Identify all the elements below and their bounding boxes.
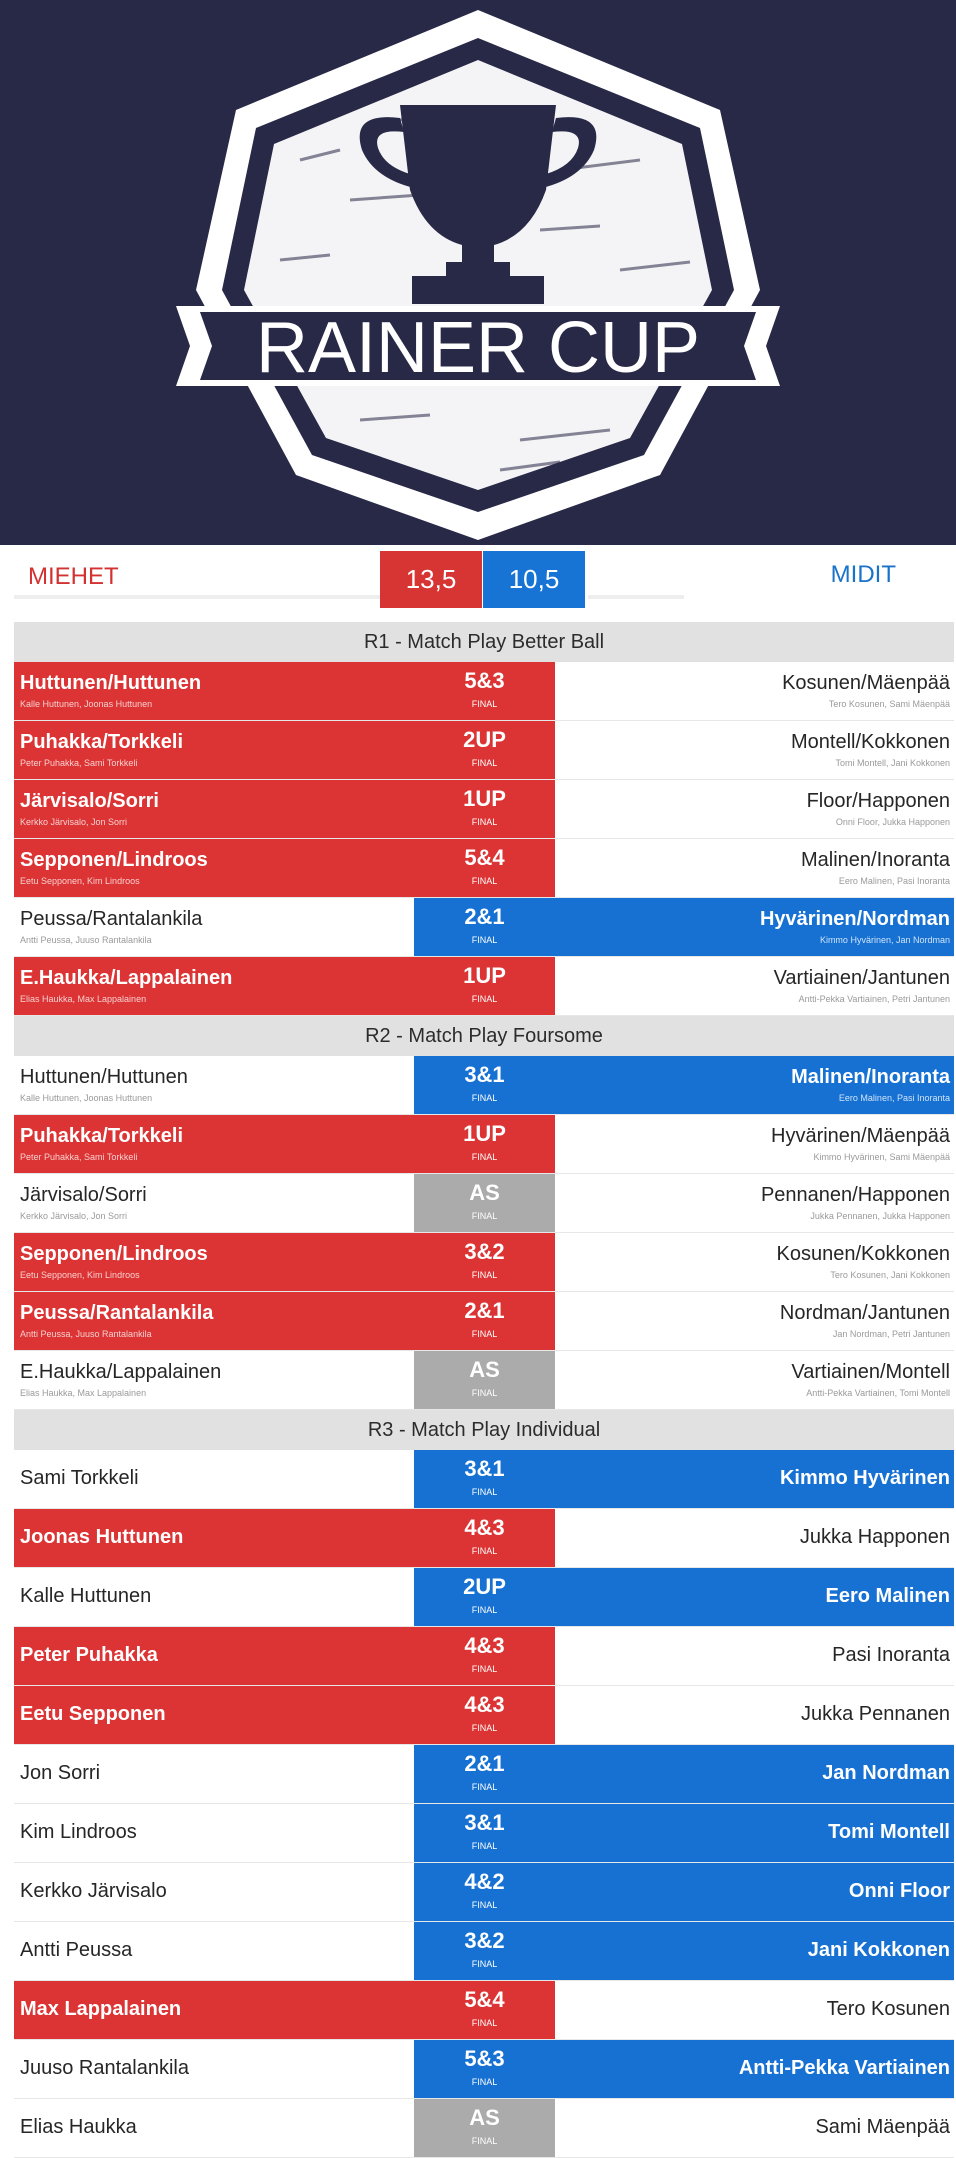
team-right-name: Montell/Kokkonen: [791, 731, 950, 753]
match-result: 1UP: [463, 963, 506, 988]
match-status: FINAL: [471, 1841, 498, 1851]
match-row[interactable]: [14, 1863, 954, 1922]
match-status: FINAL: [471, 1211, 498, 1221]
match-row[interactable]: [14, 1056, 954, 1115]
match-row[interactable]: [14, 1233, 954, 1292]
score-divider-right: [588, 595, 684, 599]
team-left-name: E.Haukka/Lappalainen: [20, 967, 233, 989]
match-row[interactable]: [14, 2040, 954, 2099]
match-row[interactable]: [14, 1351, 954, 1410]
match-status: FINAL: [471, 1900, 498, 1910]
match-status: FINAL: [471, 2018, 498, 2028]
match-row[interactable]: [14, 780, 954, 839]
team-left-name: Huttunen/Huttunen: [20, 1066, 188, 1088]
match-status: FINAL: [471, 994, 498, 1004]
match-row[interactable]: [14, 1509, 954, 1568]
team-right-name: Hyvärinen/Mäenpää: [771, 1125, 950, 1147]
team-right-name: Tero Kosunen: [826, 1998, 950, 2020]
match-status: FINAL: [471, 876, 498, 886]
match-status: FINAL: [471, 1959, 498, 1969]
match-row[interactable]: [14, 2099, 954, 2158]
team-right-players: Jukka Pennanen, Jukka Happonen: [810, 1211, 950, 1221]
team-left-name: Kerkko Järvisalo: [20, 1880, 167, 1902]
team-left-name: Järvisalo/Sorri: [20, 790, 159, 812]
match-row[interactable]: [14, 1115, 954, 1174]
team-left-players: Kerkko Järvisalo, Jon Sorri: [20, 817, 128, 827]
team-right-players: Kimmo Hyvärinen, Sami Mäenpää: [813, 1152, 950, 1162]
match-result: 3&1: [464, 1062, 505, 1087]
match-status: FINAL: [471, 1270, 498, 1280]
team-left-name: E.Haukka/Lappalainen: [20, 1361, 222, 1383]
team-left-name: Kalle Huttunen: [20, 1585, 152, 1607]
team-right-name: Malinen/Inoranta: [791, 1066, 950, 1088]
team-left-players: Elias Haukka, Max Lappalainen: [20, 1388, 147, 1398]
team-right-name: Vartiainen/Jantunen: [773, 967, 950, 989]
team-right-name: Antti-Pekka Vartiainen: [738, 2057, 950, 2079]
team-left-name: Järvisalo/Sorri: [20, 1184, 147, 1206]
match-status: FINAL: [471, 935, 498, 945]
team-right-players: Eero Malinen, Pasi Inoranta: [838, 1093, 950, 1103]
team-right-players: Tomi Montell, Jani Kokkonen: [835, 758, 950, 768]
match-result: AS: [469, 1357, 500, 1382]
team-right-players: Onni Floor, Jukka Happonen: [835, 817, 950, 827]
team-left-players: Eetu Sepponen, Kim Lindroos: [20, 876, 140, 886]
round-header: R1 - Match Play Better Ball: [14, 622, 954, 662]
match-status: FINAL: [471, 817, 498, 827]
team-left-players: Peter Puhakka, Sami Torkkeli: [20, 1152, 138, 1162]
match-status: FINAL: [471, 1093, 498, 1103]
match-result: 3&1: [464, 1456, 505, 1481]
match-row[interactable]: [14, 1804, 954, 1863]
team-right-name: Onni Floor: [848, 1880, 950, 1902]
match-status: FINAL: [471, 758, 498, 768]
match-status: FINAL: [471, 2077, 498, 2087]
team-left-name: Peter Puhakka: [20, 1644, 158, 1666]
match-result: AS: [469, 1180, 500, 1205]
team-right-name: Vartiainen/Montell: [791, 1361, 950, 1383]
team-left-name: Huttunen/Huttunen: [20, 672, 202, 694]
team-right-name: Sami Mäenpää: [815, 2116, 950, 2138]
team-left-name: Peussa/Rantalankila: [20, 908, 203, 930]
round-header: R3 - Match Play Individual: [14, 1410, 954, 1450]
team-left-players: Kalle Huttunen, Joonas Huttunen: [20, 1093, 153, 1103]
match-result: 4&3: [464, 1515, 505, 1540]
match-result: 4&2: [464, 1869, 505, 1894]
match-row[interactable]: [14, 1450, 954, 1509]
team-left-players: Antti Peussa, Juuso Rantalankila: [20, 1329, 152, 1339]
team-left-name: Sepponen/Lindroos: [20, 1243, 208, 1265]
team-right-name: Hyvärinen/Nordman: [759, 908, 950, 930]
team-left-name: Puhakka/Torkkeli: [20, 1125, 184, 1147]
match-row[interactable]: [14, 1686, 954, 1745]
team-left-name: Sami Torkkeli: [20, 1467, 139, 1489]
match-row[interactable]: [14, 1981, 954, 2040]
team-right-name: Eero Malinen: [825, 1585, 950, 1607]
match-result: 3&1: [464, 1810, 505, 1835]
match-status: FINAL: [471, 1664, 498, 1674]
team-left-name: Peussa/Rantalankila: [20, 1302, 214, 1324]
rainer-cup-logo: [0, 0, 956, 545]
match-result: 3&2: [464, 1239, 505, 1264]
team-left-name: Joonas Huttunen: [20, 1526, 184, 1548]
team-right-name: Tomi Montell: [828, 1821, 950, 1843]
round-header: R2 - Match Play Foursome: [14, 1016, 954, 1056]
match-row[interactable]: [14, 957, 954, 1016]
team-name-midit: MIDIT: [830, 561, 896, 588]
score-divider-left: [14, 595, 380, 599]
match-status: FINAL: [471, 1782, 498, 1792]
match-row[interactable]: [14, 1568, 954, 1627]
scoreboard: [0, 545, 956, 615]
team-left-players: Eetu Sepponen, Kim Lindroos: [20, 1270, 140, 1280]
match-status: FINAL: [471, 1388, 498, 1398]
match-status: FINAL: [471, 1723, 498, 1733]
team-left-name: Juuso Rantalankila: [20, 2057, 189, 2079]
team-right-players: Antti-Pekka Vartiainen, Petri Jantunen: [798, 994, 950, 1004]
team-right-name: Kosunen/Mäenpää: [782, 672, 950, 694]
score-miehet: 13,5: [380, 551, 482, 608]
team-left-players: Kalle Huttunen, Joonas Huttunen: [20, 699, 153, 709]
match-result: 2UP: [463, 727, 506, 752]
team-right-players: Eero Malinen, Pasi Inoranta: [838, 876, 950, 886]
team-left-players: Antti Peussa, Juuso Rantalankila: [20, 935, 152, 945]
match-status: FINAL: [471, 1152, 498, 1162]
match-result: 5&4: [464, 845, 505, 870]
match-status: FINAL: [471, 1487, 498, 1497]
match-status: FINAL: [471, 699, 498, 709]
match-row[interactable]: [14, 1174, 954, 1233]
team-right-name: Kimmo Hyvärinen: [779, 1467, 950, 1489]
match-result: 2&1: [464, 1298, 505, 1323]
match-row[interactable]: [14, 721, 954, 780]
match-row[interactable]: [14, 1745, 954, 1804]
team-left-name: Kim Lindroos: [20, 1821, 137, 1843]
team-left-name: Max Lappalainen: [20, 1998, 182, 2020]
match-result: 4&3: [464, 1692, 505, 1717]
match-result: 2UP: [463, 1574, 506, 1599]
hero-banner: [0, 0, 956, 545]
match-row[interactable]: [14, 839, 954, 898]
team-right-players: Kimmo Hyvärinen, Jan Nordman: [819, 935, 950, 945]
team-right-name: Nordman/Jantunen: [779, 1302, 950, 1324]
match-status: FINAL: [471, 1329, 498, 1339]
team-left-name: Jon Sorri: [20, 1762, 101, 1784]
team-left-name: Antti Peussa: [20, 1939, 133, 1961]
team-left-name: Elias Haukka: [20, 2116, 137, 2138]
team-right-players: Tero Kosunen, Jani Kokkonen: [830, 1270, 950, 1280]
match-result: 2&1: [464, 904, 505, 929]
match-result: 1UP: [463, 1121, 506, 1146]
team-right-name: Floor/Happonen: [806, 790, 950, 812]
team-right-name: Jukka Happonen: [799, 1526, 950, 1548]
team-right-name: Malinen/Inoranta: [801, 849, 950, 871]
match-result: 4&3: [464, 1633, 505, 1658]
team-right-players: Antti-Pekka Vartiainen, Tomi Montell: [806, 1388, 950, 1398]
score-midit: 10,5: [483, 551, 585, 608]
match-result: 5&3: [464, 2046, 505, 2071]
match-result: AS: [469, 2105, 500, 2130]
match-result: 1UP: [463, 786, 506, 811]
team-right-name: Kosunen/Kokkonen: [776, 1243, 950, 1265]
team-right-name: Jukka Pennanen: [800, 1703, 950, 1725]
match-row[interactable]: [14, 898, 954, 957]
team-left-name: Sepponen/Lindroos: [20, 849, 208, 871]
team-right-players: Jan Nordman, Petri Jantunen: [832, 1329, 950, 1339]
match-result: 5&3: [464, 668, 505, 693]
logo-title: RAINER CUP: [255, 308, 701, 388]
team-left-name: Puhakka/Torkkeli: [20, 731, 184, 753]
match-status: FINAL: [471, 1546, 498, 1556]
team-right-name: Pasi Inoranta: [832, 1644, 950, 1666]
team-right-players: Tero Kosunen, Sami Mäenpää: [828, 699, 950, 709]
team-left-players: Kerkko Järvisalo, Jon Sorri: [20, 1211, 128, 1221]
team-left-players: Elias Haukka, Max Lappalainen: [20, 994, 147, 1004]
match-row[interactable]: [14, 662, 954, 721]
match-result: 5&4: [464, 1987, 505, 2012]
match-row[interactable]: [14, 1627, 954, 1686]
team-left-name: Eetu Sepponen: [20, 1703, 166, 1725]
team-right-name: Pennanen/Happonen: [760, 1184, 950, 1206]
team-name-miehet: MIEHET: [28, 563, 119, 590]
match-status: FINAL: [471, 1605, 498, 1615]
team-right-name: Jan Nordman: [822, 1762, 950, 1784]
team-right-name: Jani Kokkonen: [807, 1939, 950, 1961]
match-row[interactable]: [14, 1922, 954, 1981]
match-result: 3&2: [464, 1928, 505, 1953]
match-row[interactable]: [14, 1292, 954, 1351]
team-left-players: Peter Puhakka, Sami Torkkeli: [20, 758, 138, 768]
match-result: 2&1: [464, 1751, 505, 1776]
match-status: FINAL: [471, 2136, 498, 2146]
